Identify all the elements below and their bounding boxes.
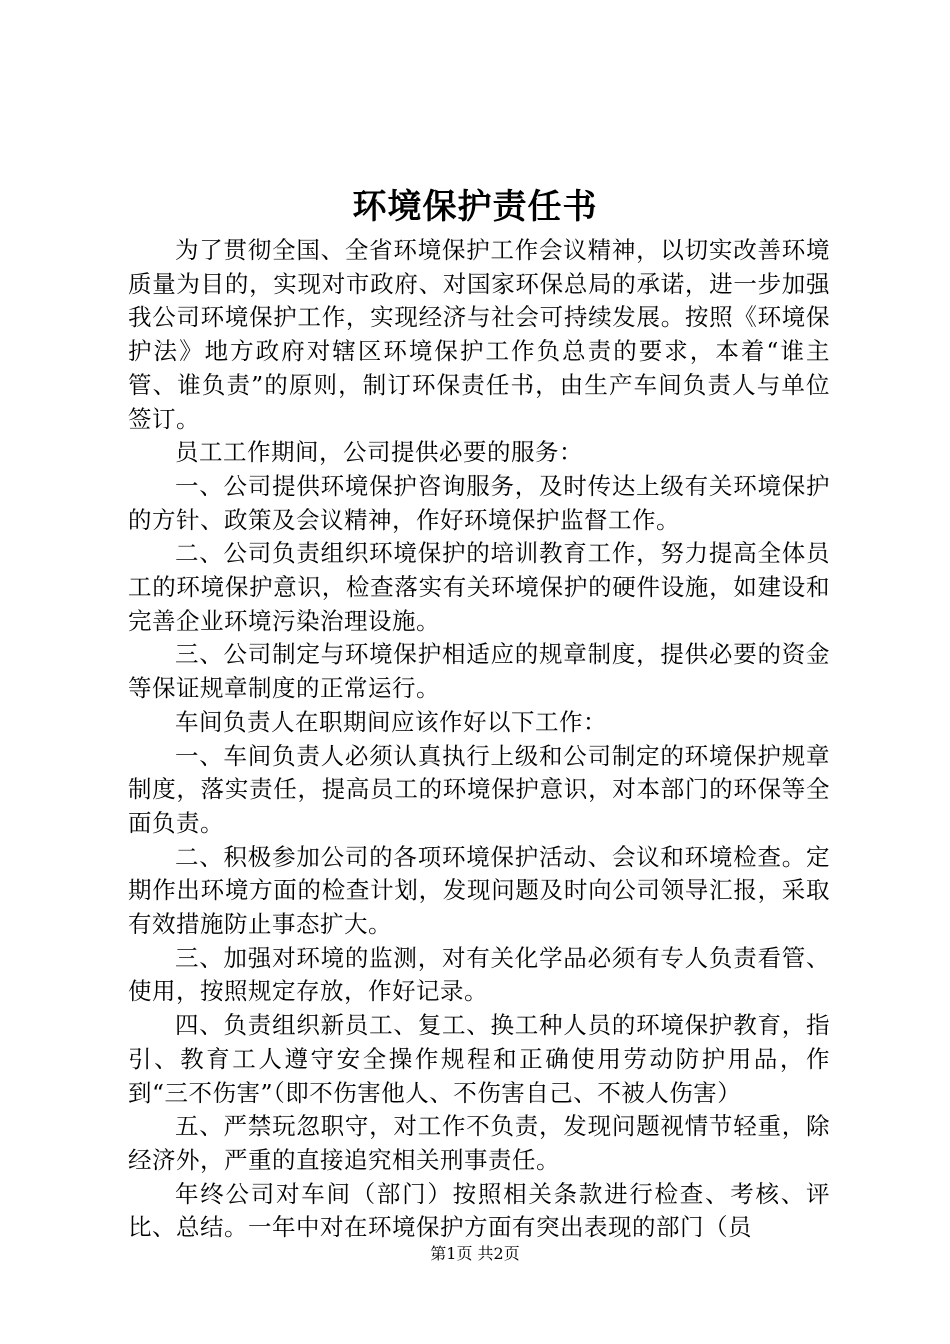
paragraph-workshop-duty-4: 四、负责组织新员工、复工、换工种人员的环境保护教育，指引、教育工人遵守安全操作规程和正确使用劳动防护用品，作到“三不伤害”（即不伤害他人、不伤害自己、不被人伤害） <box>128 1011 830 1107</box>
paragraph-year-end-review: 年终公司对车间（部门）按照相关条款进行检查、考核、评比、总结。一年中对在环境保护方面有突出表现的部门（员 <box>128 1179 830 1242</box>
paragraph-company-service-1: 一、公司提供环境保护咨询服务，及时传达上级有关环境保护的方针、政策及会议精神，作好环境保护监督工作。 <box>128 471 830 534</box>
paragraph-company-service-2: 二、公司负责组织环境保护的培训教育工作，努力提高全体员工的环境保护意识，检查落实有关环境保护的硬件设施，如建设和完善企业环境污染治理设施。 <box>128 539 830 635</box>
document-title: 环境保护责任书 <box>352 187 598 227</box>
paragraph-company-service-3: 三、公司制定与环境保护相适应的规章制度，提供必要的资金等保证规章制度的正常运行。 <box>128 640 830 703</box>
paragraph-workshop-duty-1: 一、车间负责人必须认真执行上级和公司制定的环境保护规章制度，落实责任，提高员工的环境保护意识，对本部门的环保等全面负责。 <box>128 741 830 837</box>
paragraph-company-services-heading: 员工工作期间，公司提供必要的服务： <box>175 438 583 467</box>
paragraph-workshop-duty-2: 二、积极参加公司的各项环境保护活动、会议和环境检查。定期作出环境方面的检查计划，发现问题及时向公司领导汇报，采取有效措施防止事态扩大。 <box>128 842 830 939</box>
paragraph-workshop-duty-3: 三、加强对环境的监测，对有关化学品必须有专人负责看管、使用，按照规定存放，作好记录。 <box>128 943 830 1006</box>
page-number-footer: 第1页 共2页 <box>430 1244 520 1263</box>
paragraph-workshop-duty-5: 五、严禁玩忽职守，对工作不负责，发现问题视情节轻重，除经济外，严重的直接追究相关刑事责任。 <box>128 1112 830 1174</box>
paragraph-intro: 为了贯彻全国、全省环境保护工作会议精神，以切实改善环境质量为目的，实现对市政府、对国家环保总局的承诺，进一步加强我公司环境保护工作，实现经济与社会可持续发展。按照《环境保护法》地方政府对辖区环境保护工作负总责的要求，本着“谁主管、谁负责”的原则，制订环保责任书，由生产车间负责人与单位签订。 <box>128 236 830 433</box>
document-body <box>128 234 830 1245</box>
paragraph-workshop-duties-heading: 车间负责人在职期间应该作好以下工作： <box>175 707 607 736</box>
